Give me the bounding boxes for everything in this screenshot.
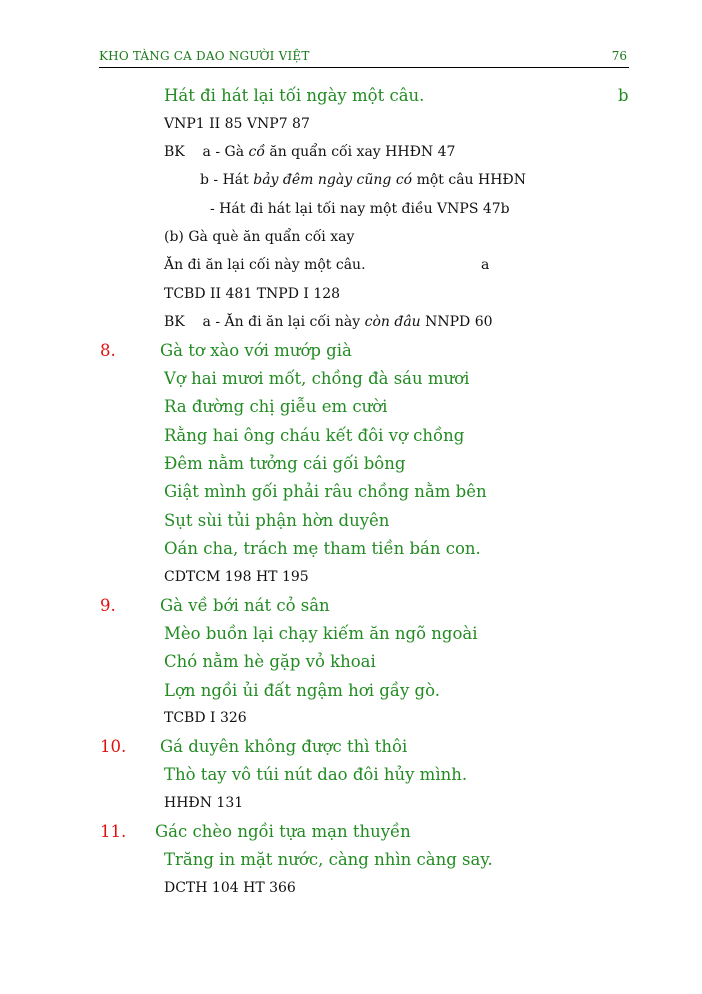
variant-note-text: ăn quẩn cối xay HHĐN 47 bbox=[264, 144, 456, 160]
verse-line: Thò tay vô túi nút dao đôi hủy mình. bbox=[164, 765, 468, 784]
verse-line: Oán cha, trách mẹ tham tiền bán con. bbox=[164, 539, 481, 558]
poem-number: 8. bbox=[100, 341, 116, 360]
variant-note-text: BK a - Gà bbox=[164, 144, 249, 160]
variant-note-italic: còn đâu bbox=[364, 314, 421, 330]
verse-line: Chó nằm hè gặp vỏ khoai bbox=[164, 652, 376, 671]
verse-line: Vợ hai mươi mốt, chồng đà sáu mươi bbox=[164, 369, 470, 388]
poem-number: 11. bbox=[100, 822, 127, 841]
variant-note-text: NNPD 60 bbox=[420, 314, 493, 330]
verse-marker: b bbox=[618, 86, 629, 105]
poem-number: 9. bbox=[100, 596, 116, 615]
poem-first-line: Gác chèo ngồi tựa mạn thuyền bbox=[155, 822, 411, 841]
variant-note-b bbox=[200, 172, 526, 188]
variant-line: Ăn đi ăn lại cối này một câu. bbox=[164, 257, 366, 273]
variant-note-a bbox=[164, 314, 493, 330]
poem-first-line: Gá duyên không được thì thôi bbox=[160, 737, 408, 756]
verse-line: Mèo buồn lại chạy kiếm ăn ngõ ngoài bbox=[164, 624, 478, 643]
variant-note-a bbox=[164, 144, 455, 160]
header-title: KHO TÀNG CA DAO NGƯỜI VIỆT bbox=[99, 49, 310, 63]
variant-note-italic: bảy đêm ngày cũng có bbox=[253, 172, 413, 188]
verse-line: Giật mình gối phải râu chồng nằm bên bbox=[164, 482, 487, 501]
variant-line: (b) Gà què ăn quẩn cối xay bbox=[164, 229, 355, 245]
poem-first-line: Gà tơ xào với mướp già bbox=[160, 341, 352, 360]
source-reference: HHĐN 131 bbox=[164, 795, 244, 811]
source-reference: VNP1 II 85 VNP7 87 bbox=[164, 116, 310, 132]
source-reference: TCBD II 481 TNPD I 128 bbox=[164, 286, 341, 302]
page-number: 76 bbox=[611, 49, 627, 63]
verse-line: Trăng in mặt nước, càng nhìn càng say. bbox=[164, 850, 493, 869]
verse-line: Lợn ngồi ủi đất ngậm hơi gầy gò. bbox=[164, 681, 440, 700]
variant-note-text: một câu HHĐN bbox=[412, 172, 526, 188]
source-reference: DCTH 104 HT 366 bbox=[164, 880, 296, 896]
verse-line: Ra đường chị giễu em cười bbox=[164, 397, 388, 416]
page-header bbox=[99, 47, 629, 68]
variant-note-c: - Hát đi hát lại tối nay một điều VNPS 47b bbox=[210, 201, 510, 217]
verse-line: Đêm nằm tưởng cái gối bông bbox=[164, 454, 406, 473]
source-reference: CDTCM 198 HT 195 bbox=[164, 569, 309, 585]
verse-line: Sụt sùi tủi phận hờn duyên bbox=[164, 511, 390, 530]
variant-note-text: BK a - Ăn đi ăn lại cối này bbox=[164, 314, 365, 330]
verse-line: Rằng hai ông cháu kết đôi vợ chồng bbox=[164, 426, 465, 445]
poem-number: 10. bbox=[100, 737, 127, 756]
poem-first-line: Gà về bới nát cỏ sân bbox=[160, 596, 330, 615]
verse-line: Hát đi hát lại tối ngày một câu. bbox=[164, 86, 425, 105]
variant-marker: a bbox=[481, 257, 490, 273]
source-reference: TCBD I 326 bbox=[164, 710, 247, 726]
variant-note-text: b - Hát bbox=[200, 172, 254, 188]
variant-note-italic: cồ bbox=[248, 144, 265, 160]
